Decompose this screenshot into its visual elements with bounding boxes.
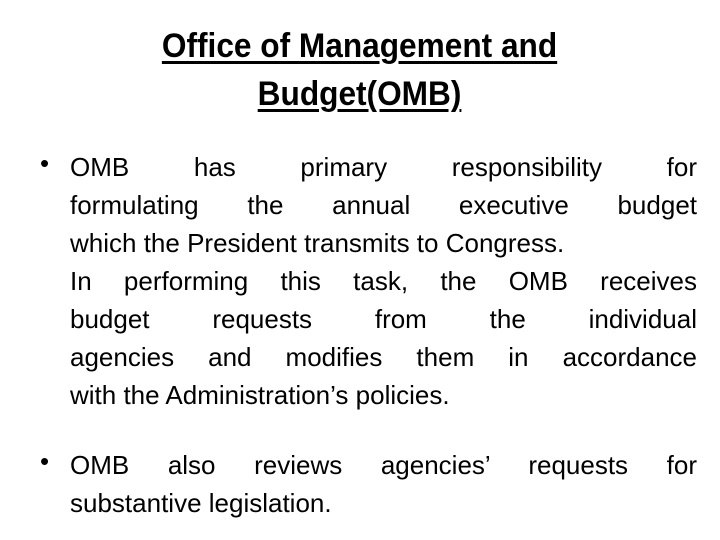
bullet-paragraph-2 (70, 446, 697, 522)
text-line: budget requests from the individual (70, 304, 697, 334)
bullet-marker: • (40, 446, 50, 476)
text-line: substantive legislation. (70, 488, 332, 518)
text-line: In performing this task, the OMB receives (70, 266, 697, 296)
text-line: OMB has primary responsibility for (70, 152, 697, 182)
bullet-marker: • (40, 148, 50, 178)
title-line-1: Office of Management and (162, 27, 558, 65)
slide-title (0, 22, 720, 118)
text-line: formulating the annual executive budget (70, 190, 697, 220)
text-line: which the President transmits to Congress. (70, 228, 565, 258)
title-line-2: Budget(OMB) (258, 75, 462, 113)
text-line: with the Administration’s policies. (70, 380, 450, 410)
bullet-paragraph-1 (70, 148, 697, 414)
text-line: agencies and modifies them in accordance (70, 342, 697, 372)
text-line: OMB also reviews agencies’ requests for (70, 450, 697, 480)
